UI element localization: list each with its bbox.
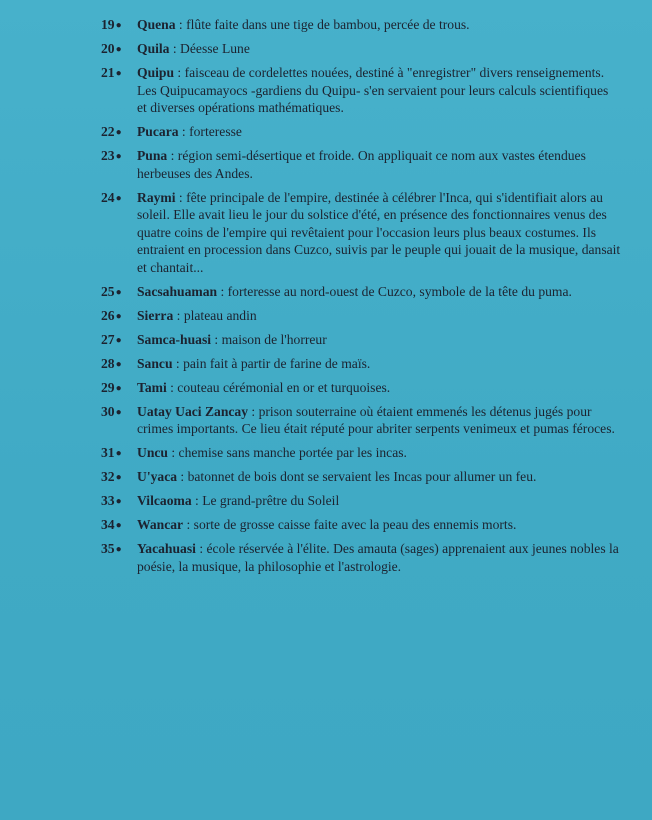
entry-definition: : forteresse au nord-ouest de Cuzco, symbole de la tête du puma. bbox=[217, 283, 572, 299]
glossary-entry bbox=[101, 331, 621, 349]
entry-definition: : batonnet de bois dont se servaient les Incas pour allumer un feu. bbox=[177, 469, 537, 484]
bullet-icon: ● bbox=[115, 68, 122, 79]
entry-number: 24● bbox=[101, 189, 122, 205]
entry-number: 19● bbox=[101, 17, 122, 32]
entry-term: Quipu bbox=[137, 65, 175, 80]
bullet-icon: ● bbox=[115, 448, 122, 459]
entry-term: Pucara bbox=[137, 124, 179, 139]
entry-definition: : forteresse bbox=[178, 124, 242, 139]
bullet-icon: ● bbox=[115, 544, 122, 555]
entry-definition: : école réservée à l'élite. Des amauta (sages) apprenaient aux jeunes nobles la poésie, la musique, la philosophie et l'astrologie. bbox=[137, 541, 619, 574]
entry-definition: : maison de l'horreur bbox=[211, 331, 327, 347]
entry-definition: : faisceau de cordelettes nouées, destiné à "enregistrer" divers renseignements. Les Quipucamayocs -gardiens du Quipu- s'en servaient pour leurs calculs scientifiques et diverses opérations mathématiques. bbox=[137, 65, 609, 115]
entry-definition: : Déesse Lune bbox=[169, 41, 250, 56]
entry-term: Raymi bbox=[137, 189, 176, 205]
glossary-entry bbox=[101, 64, 621, 117]
glossary-entry bbox=[101, 189, 621, 277]
entry-number: 26● bbox=[101, 307, 122, 323]
glossary-entry bbox=[101, 444, 621, 462]
glossary-entry bbox=[101, 540, 621, 575]
glossary-entry bbox=[101, 468, 621, 486]
bullet-icon: ● bbox=[115, 44, 122, 55]
glossary-entry bbox=[101, 40, 621, 58]
bullet-icon: ● bbox=[115, 472, 122, 483]
entry-definition: : chemise sans manche portée par les incas. bbox=[167, 445, 407, 460]
entry-number: 33● bbox=[101, 493, 122, 508]
entry-number: 23● bbox=[101, 148, 122, 163]
entry-number: 31● bbox=[101, 445, 122, 460]
bullet-icon: ● bbox=[115, 382, 122, 394]
entry-term: Sierra bbox=[137, 307, 174, 323]
bullet-icon: ● bbox=[115, 310, 122, 322]
entry-term: Quena bbox=[137, 17, 176, 32]
glossary-entry bbox=[101, 307, 621, 325]
entry-definition: : Le grand-prêtre du Soleil bbox=[191, 493, 340, 508]
bullet-icon: ● bbox=[115, 127, 122, 138]
glossary-list bbox=[101, 16, 621, 582]
entry-term: Vilcaoma bbox=[137, 493, 192, 508]
entry-number: 29● bbox=[101, 379, 122, 395]
entry-definition: : plateau andin bbox=[173, 307, 257, 323]
bullet-icon: ● bbox=[115, 20, 122, 31]
entry-term: Quila bbox=[137, 41, 170, 56]
bullet-icon: ● bbox=[115, 406, 122, 418]
bullet-icon: ● bbox=[115, 334, 122, 346]
entry-number: 20● bbox=[101, 41, 122, 56]
glossary-entry bbox=[101, 16, 621, 34]
entry-number: 22● bbox=[101, 124, 122, 139]
entry-number: 32● bbox=[101, 469, 122, 484]
glossary-entry bbox=[101, 123, 621, 141]
glossary-entry bbox=[101, 283, 621, 301]
glossary-entry bbox=[101, 492, 621, 510]
glossary-entry bbox=[101, 147, 621, 182]
glossary-entry bbox=[101, 403, 621, 438]
entry-term: Wancar bbox=[137, 517, 184, 532]
bullet-icon: ● bbox=[115, 151, 122, 162]
glossary-entry bbox=[101, 355, 621, 373]
glossary-entry bbox=[101, 516, 621, 534]
entry-definition: : sorte de grosse caisse faite avec la peau des ennemis morts. bbox=[183, 517, 517, 532]
entry-number: 30● bbox=[101, 403, 122, 419]
bullet-icon: ● bbox=[115, 496, 122, 507]
glossary-entry bbox=[101, 379, 621, 397]
bullet-icon: ● bbox=[115, 358, 122, 370]
entry-term: Uatay Uaci Zancay bbox=[137, 403, 249, 419]
entry-definition: : couteau cérémonial en or et turquoises. bbox=[166, 379, 391, 395]
entry-term: U'yaca bbox=[137, 469, 178, 484]
entry-number: 21● bbox=[101, 65, 122, 80]
entry-term: Tami bbox=[137, 379, 167, 395]
entry-number: 25● bbox=[101, 283, 122, 299]
entry-definition: : région semi-désertique et froide. On appliquait ce nom aux vastes étendues herbeuses des Andes. bbox=[137, 148, 586, 181]
entry-definition: : prison souterraine où étaient emmenés les détenus jugés pour crimes importants. Ce lieu était réputé pour abriter serpents venimeux et pumas féroces. bbox=[137, 403, 615, 436]
entry-definition: : flûte faite dans une tige de bambou, percée de trous. bbox=[175, 17, 470, 32]
entry-definition: : fête principale de l'empire, destinée à célébrer l'Inca, qui s'identifiait alors au soleil. Elle avait lieu le jour du solstice d'été, en présence des fonctionnaires venus des quatre coins de l'empire qui revêtaient pour l'occasion leurs plus beaux costumes. Ils entraient en procession dans Cuzco, suivis par le peuple qui jouait de la musique, dansait et chantait... bbox=[137, 189, 621, 275]
entry-number: 28● bbox=[101, 355, 122, 371]
entry-number: 35● bbox=[101, 541, 122, 556]
entry-term: Sancu bbox=[137, 355, 173, 371]
entry-definition: : pain fait à partir de farine de maïs. bbox=[172, 355, 371, 371]
bullet-icon: ● bbox=[115, 520, 122, 531]
bullet-icon: ● bbox=[115, 286, 122, 298]
entry-term: Sacsahuaman bbox=[137, 283, 218, 299]
bullet-icon: ● bbox=[115, 192, 122, 204]
entry-term: Puna bbox=[137, 148, 168, 163]
entry-term: Yacahuasi bbox=[137, 541, 196, 556]
entry-number: 34● bbox=[101, 517, 122, 532]
entry-number: 27● bbox=[101, 331, 122, 347]
entry-term: Uncu bbox=[137, 445, 168, 460]
entry-term: Samca-huasi bbox=[137, 331, 212, 347]
